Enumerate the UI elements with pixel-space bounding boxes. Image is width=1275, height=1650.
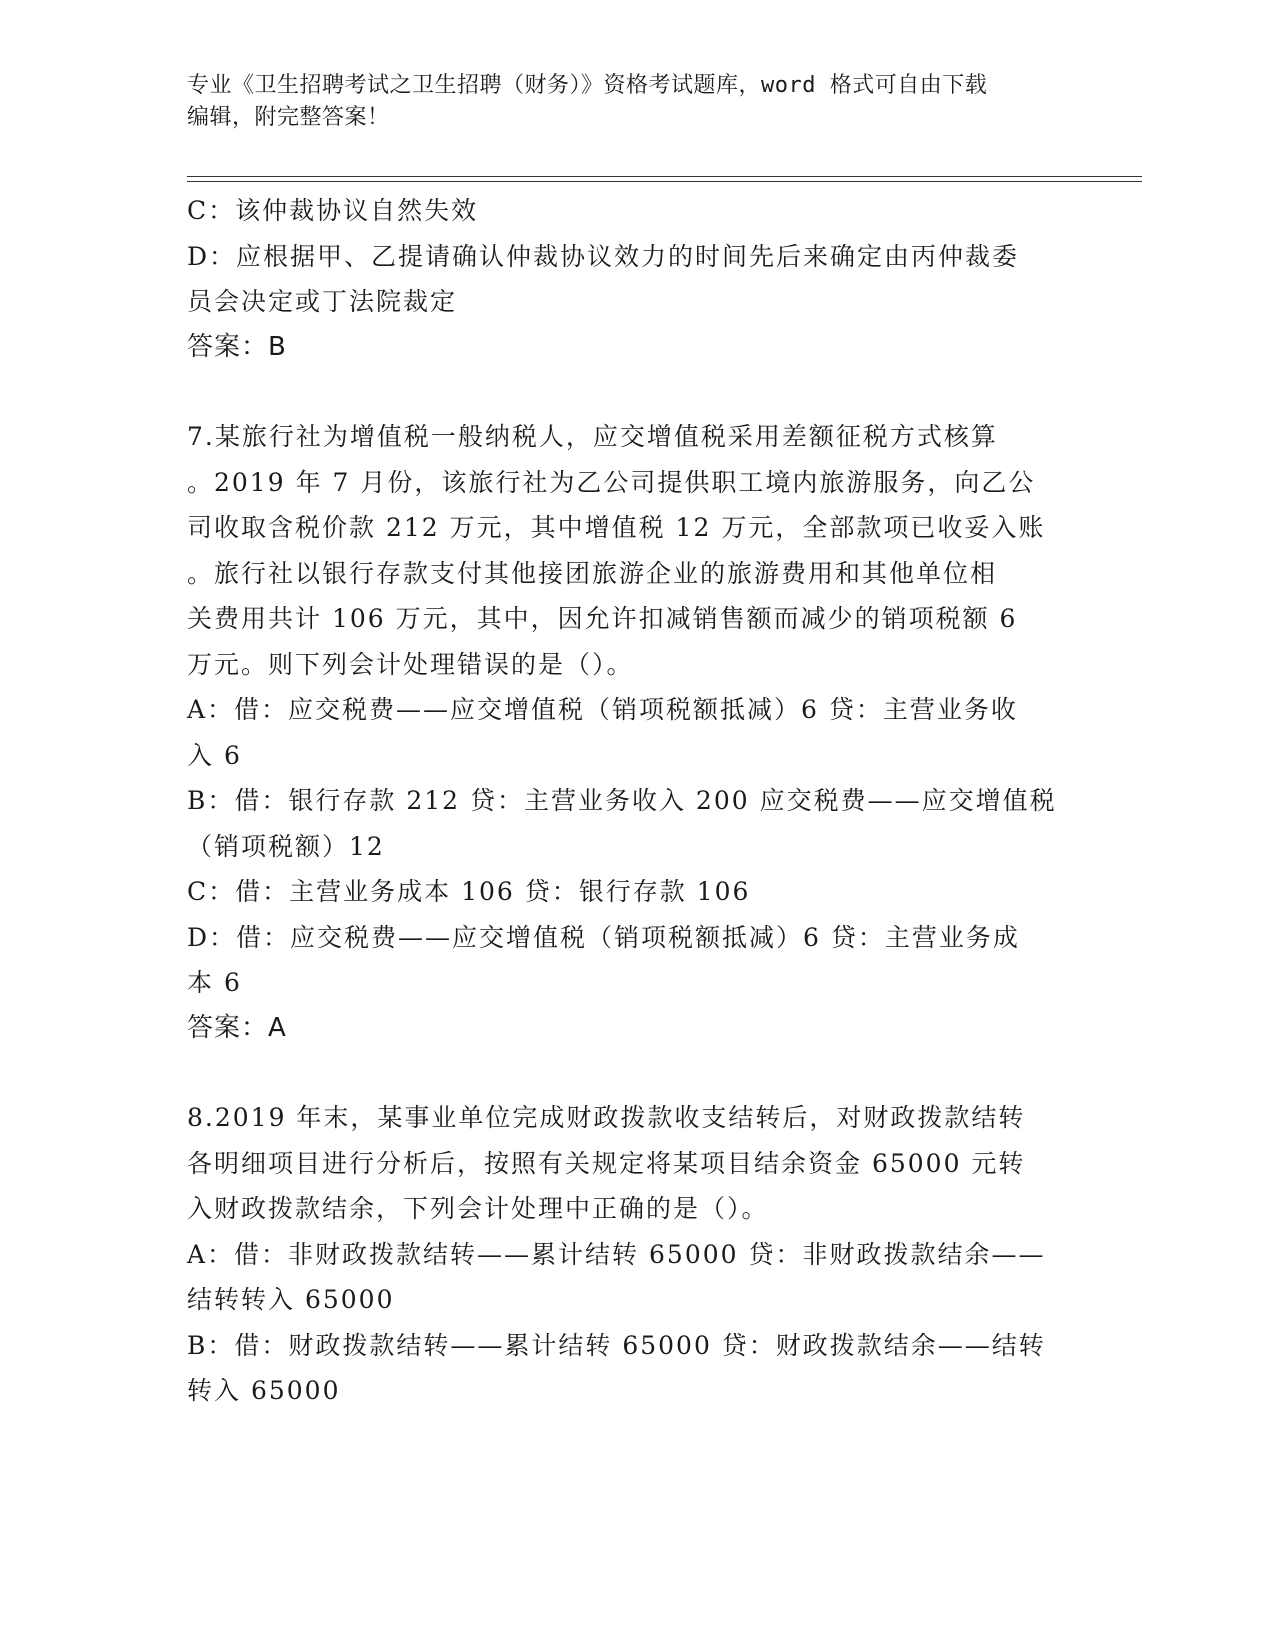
question-stem-line: 入财政拨款结余，下列会计处理中正确的是（）。 [187,1194,769,1223]
option-b-line: B：借：财政拨款结转——累计结转 65000 贷：财政拨款结余——结转 [187,1330,1046,1360]
option-d-line-2: 员会决定或丁法院裁定 [187,287,458,316]
option-a-line: A：借：非财政拨款结转——累计结转 65000 贷：非财政拨款结余—— [187,1239,1046,1269]
option-d-line-1: D：应根据甲、乙提请确认仲裁协议效力的时间先后来确定由丙仲裁委 [187,241,1020,271]
header-divider [187,176,1142,182]
option-a-line: A：借：应交税费——应交增值税（销项税额抵减）6 贷：主营业务收 [187,695,1018,724]
option-c: C：该仲裁协议自然失效 [187,196,479,225]
question-stem-line: 各明细项目进行分析后，按照有关规定将某项目结余资金 65000 元转 [187,1148,1026,1178]
option-b-line: B：借：银行存款 212 贷：主营业务收入 200 应交税费——应交增值税 [187,786,1057,815]
option-c-line: C：借：主营业务成本 106 贷：银行存款 106 [187,877,751,906]
page-header [187,70,1087,134]
answer: 答案：A [187,1012,287,1043]
question-stem-line: 万元。则下列会计处理错误的是（）。 [187,649,634,679]
answer: 答案：B [187,331,287,362]
question-stem-line: 关费用共计 106 万元，其中，因允许扣减销售额而减少的销项税额 6 [187,604,1018,633]
question-stem-line: 司收取含税价款 212 万元，其中增值税 12 万元，全部款项已收妥入账 [187,513,1046,542]
question-8 [187,1095,1067,1414]
option-a-line: 结转转入 65000 [187,1285,395,1314]
question-stem-line: 。旅行社以银行存款支付其他接团旅游企业的旅游费用和其他单位相 [187,558,998,588]
previous-question-tail [187,188,1067,370]
option-b-line: 转入 65000 [187,1376,341,1405]
header-line-2: 编辑，附完整答案！ [187,105,390,130]
option-d-line: D：借：应交税费——应交增值税（销项税额抵减）6 贷：主营业务成 [187,922,1020,952]
question-stem-line: 7.某旅行社为增值税一般纳税人，应交增值税采用差额征税方式核算 [187,422,998,451]
question-stem-line: 8.2019 年末，某事业单位完成财政拨款收支结转后，对财政拨款结转 [187,1103,1026,1132]
document-body [187,188,1067,1414]
option-b-line: （销项税额）12 [187,831,385,861]
option-a-line: 入 6 [187,740,242,770]
option-d-line: 本 6 [187,968,242,997]
header-line-1: 专业《卫生招聘考试之卫生招聘（财务）》资格考试题库，word 格式可自由下载 [187,73,988,98]
question-7 [187,414,1067,1051]
question-stem-line: 。2019 年 7 月份，该旅行社为乙公司提供职工境内旅游服务，向乙公 [187,467,1036,497]
